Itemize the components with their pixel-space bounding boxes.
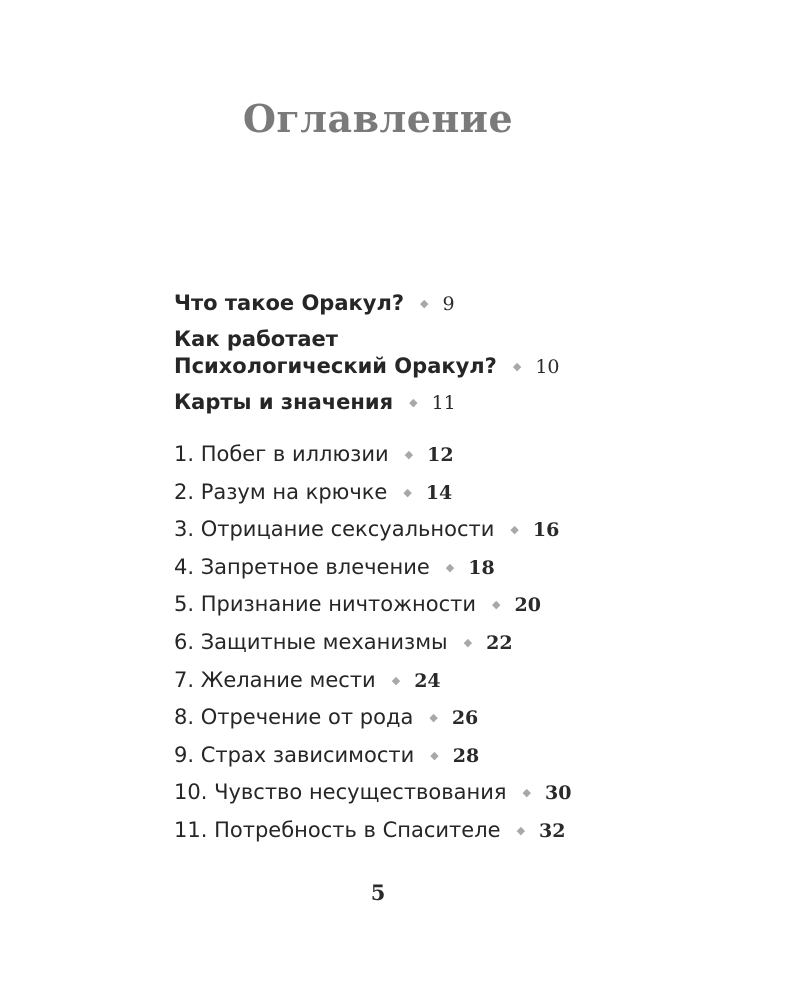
diamond-separator-icon: ◆: [463, 635, 473, 649]
toc-entry-title-line2-wrap: [174, 353, 774, 381]
toc-chapter-title: 1. Побег в иллюзии: [174, 442, 389, 466]
toc-entry-title: Что такое Оракул?: [174, 291, 405, 315]
diamond-separator-icon: ◆: [516, 823, 526, 837]
page-number: 5: [370, 880, 386, 905]
diamond-separator-icon: ◆: [510, 523, 519, 537]
toc-page-number: 18: [468, 556, 495, 579]
toc-page-number: 12: [427, 444, 454, 466]
toc-chapter-entry[interactable]: [174, 742, 774, 770]
toc-chapters-list: [174, 441, 774, 845]
toc-chapter-entry[interactable]: [174, 817, 774, 845]
diamond-separator-icon: ◆: [420, 297, 429, 310]
toc-entry-cards-and-meanings[interactable]: [174, 389, 774, 417]
diamond-separator-icon: ◆: [429, 711, 438, 725]
diamond-separator-icon: ◆: [512, 360, 522, 373]
diamond-separator-icon: ◆: [522, 786, 532, 800]
toc-page-number: 14: [425, 481, 453, 504]
toc-entry-how-it-works[interactable]: [174, 326, 774, 381]
toc-chapter-entry[interactable]: [174, 441, 774, 469]
toc-chapter-entry[interactable]: [174, 479, 774, 507]
toc-chapter-entry[interactable]: [174, 704, 774, 732]
toc-entry-title: Карты и значения: [174, 390, 394, 414]
toc-page-number: 32: [539, 819, 566, 842]
toc-chapter-entry[interactable]: [174, 554, 774, 582]
toc-page-number: 24: [414, 669, 441, 692]
toc-chapter-title: 3. Отрицание сексуальности: [174, 517, 495, 542]
diamond-separator-icon: ◆: [445, 560, 455, 574]
toc-chapter-title: 5. Признание ничтожности: [174, 592, 477, 617]
toc-chapter-entry[interactable]: [174, 779, 774, 807]
toc-page-number: 16: [532, 519, 560, 542]
toc-chapter-title: 8. Отречение от рода: [174, 705, 414, 730]
toc-chapter-entry[interactable]: [174, 516, 774, 544]
page-title: Оглавление: [242, 96, 514, 141]
toc-chapter-title: 9. Страх зависимости: [174, 742, 415, 767]
toc-page-number: 30: [545, 782, 572, 805]
toc-entry-what-is-oracle[interactable]: [174, 290, 774, 318]
toc-page-number: 28: [452, 744, 480, 767]
diamond-separator-icon: ◆: [492, 598, 501, 612]
toc-page-number: 9: [442, 293, 455, 315]
diamond-separator-icon: ◆: [404, 448, 414, 461]
toc-chapter-title: 4. Запретное влечение: [174, 554, 430, 579]
toc-chapter-title: 11. Потребность в Спасителе: [174, 817, 501, 842]
toc-chapter-entry[interactable]: [174, 667, 774, 695]
toc-chapter-title: 2. Разум на крючке: [174, 479, 388, 504]
diamond-separator-icon: ◆: [430, 748, 439, 762]
table-of-contents: [174, 290, 774, 855]
toc-chapter-title: 7. Желание мести: [174, 667, 376, 692]
toc-chapter-entry[interactable]: [174, 629, 774, 657]
toc-chapter-title: 10. Чувство несуществования: [174, 780, 507, 805]
toc-page-number: 22: [486, 631, 513, 654]
toc-intro-section: [174, 290, 774, 417]
toc-page-number: 26: [451, 707, 479, 730]
toc-page-number: 11: [431, 392, 456, 414]
toc-page-number: 10: [535, 356, 560, 378]
toc-entry-title-line1: Как работает: [174, 327, 338, 351]
diamond-separator-icon: ◆: [403, 485, 412, 499]
toc-chapter-entry[interactable]: [174, 591, 774, 619]
diamond-separator-icon: ◆: [409, 396, 418, 409]
diamond-separator-icon: ◆: [391, 673, 401, 687]
toc-chapter-title: 6. Защитные механизмы: [174, 629, 448, 654]
toc-entry-title-line2: Психологический Оракул?: [174, 354, 497, 378]
toc-page-number: 20: [514, 594, 541, 617]
